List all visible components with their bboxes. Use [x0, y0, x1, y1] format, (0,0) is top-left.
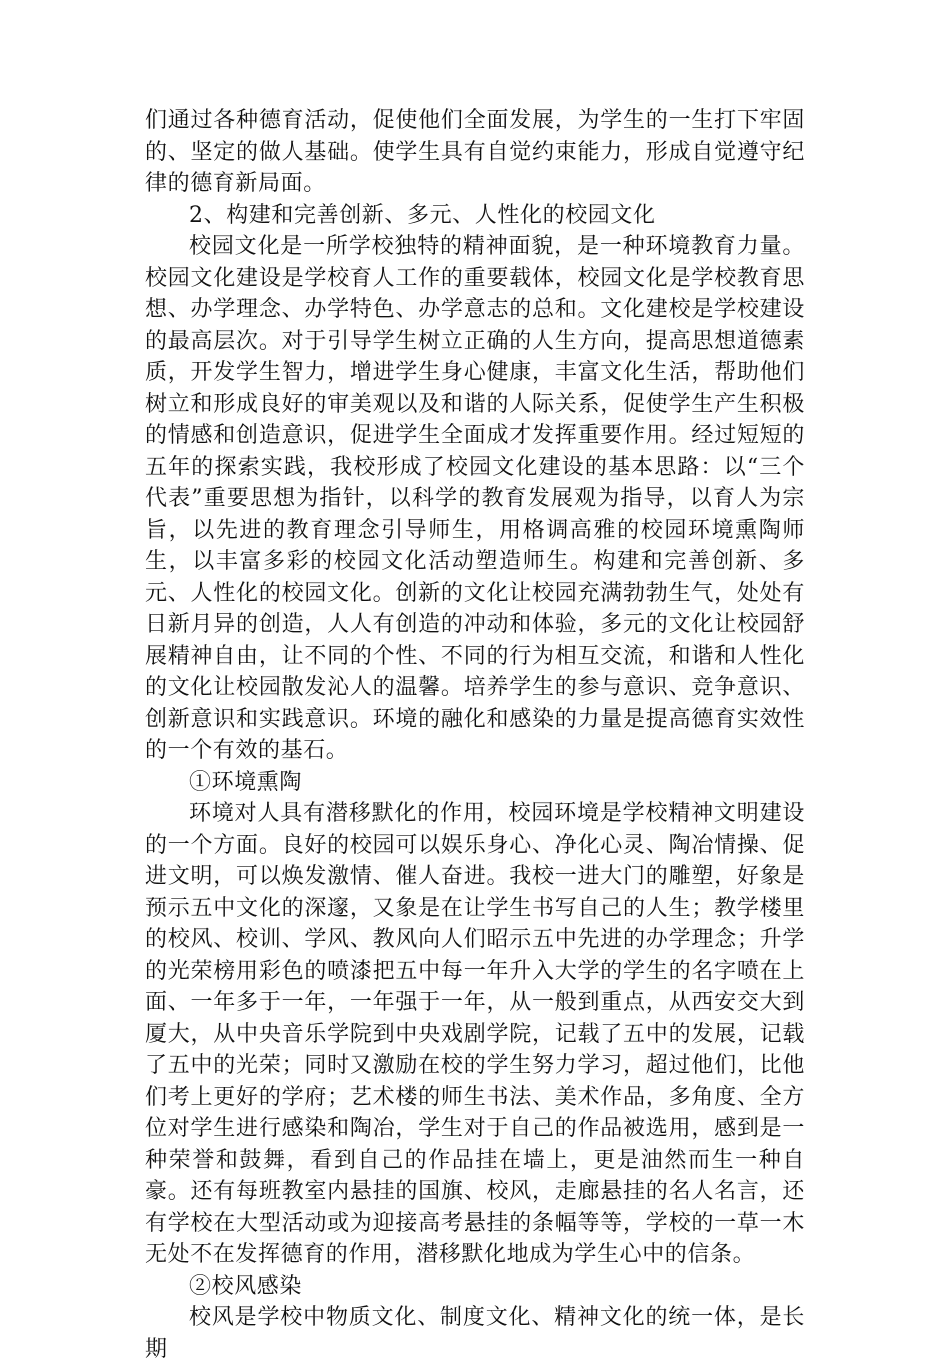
document-page — [145, 105, 805, 1365]
subheading-environment: ①环境熏陶 — [189, 769, 303, 795]
subheading-school-spirit: ②校风感染 — [189, 1273, 303, 1299]
paragraph-campus-culture: 校园文化是一所学校独特的精神面貌，是一种环境教育力量。校园文化建设是学校育人工作的重要载体，校园文化是学校教育思想、办学理念、办学特色、办学意志的总和。文化建校是学校建设的最高层次。对于引导学生树立正确的人生方向，提高思想道德素质，开发学生智力，增进学生身心健康，丰富文化生活，帮助他们树立和形成良好的审美观以及和谐的人际关系，促使学生产生积极的情感和创造意识，促进学生全面成才发挥重要作用。经过短短的五年的探索实践，我校形成了校园文化建设的基本思路：以“三个代表”重要思想为指针，以科学的教育发展观为指导，以育人为宗旨，以先进的教育理念引导师生，用格调高雅的校园环境熏陶师生，以丰富多彩的校园文化活动塑造师生。构建和完善创新、多元、人性化的校园文化。创新的文化让校园充满勃勃生气，处处有日新月异的创造，人人有创造的冲动和体验，多元的文化让校园舒展精神自由，让不同的个性、不同的行为相互交流，和谐和人性化的文化让校园散发沁人的温馨。培养学生的参与意识、竞争意识、创新意识和实践意识。环境的融化和感染的力量是提高德育实效性的一个有效的基石。 — [145, 234, 805, 763]
paragraph-school-spirit: 校风是学校中物质文化、制度文化、精神文化的统一体，是长期 — [145, 1305, 805, 1362]
paragraph-continuation: 们通过各种德育活动，促使他们全面发展，为学生的一生打下牢固的、坚定的做人基础。使学生具有自觉约束能力，形成自觉遵守纪律的德育新局面。 — [145, 108, 805, 196]
paragraph-environment: 环境对人具有潜移默化的作用，校园环境是学校精神文明建设的一个方面。良好的校园可以娱乐身心、净化心灵、陶冶情操、促进文明，可以焕发激情、催人奋进。我校一进大门的雕塑，好象是预示五中文化的深邃，又象是在让学生书写自己的人生；教学楼里的校风、校训、学风、教风向人们昭示五中先进的办学理念；升学的光荣榜用彩色的喷漆把五中每一年升入大学的学生的名字喷在上面、一年多于一年，一年强于一年，从一般到重点，从西安交大到厦大，从中央音乐学院到中央戏剧学院，记载了五中的发展，记载了五中的光荣；同时又激励在校的学生努力学习，超过他们，比他们考上更好的学府；艺术楼的师生书法、美术作品，多角度、全方位对学生进行感染和陶冶，学生对于自己的作品被选用，感到是一种荣誉和鼓舞，看到自己的作品挂在墙上，更是油然而生一种自豪。还有每班教室内悬挂的国旗、校风，走廊悬挂的名人名言，还有学校在大型活动或为迎接高考悬挂的条幅等等，学校的一草一木无处不在发挥德育的作用，潜移默化地成为学生心中的信条。 — [145, 801, 805, 1267]
section-heading-2: 2、构建和完善创新、多元、人性化的校园文化 — [189, 202, 656, 228]
